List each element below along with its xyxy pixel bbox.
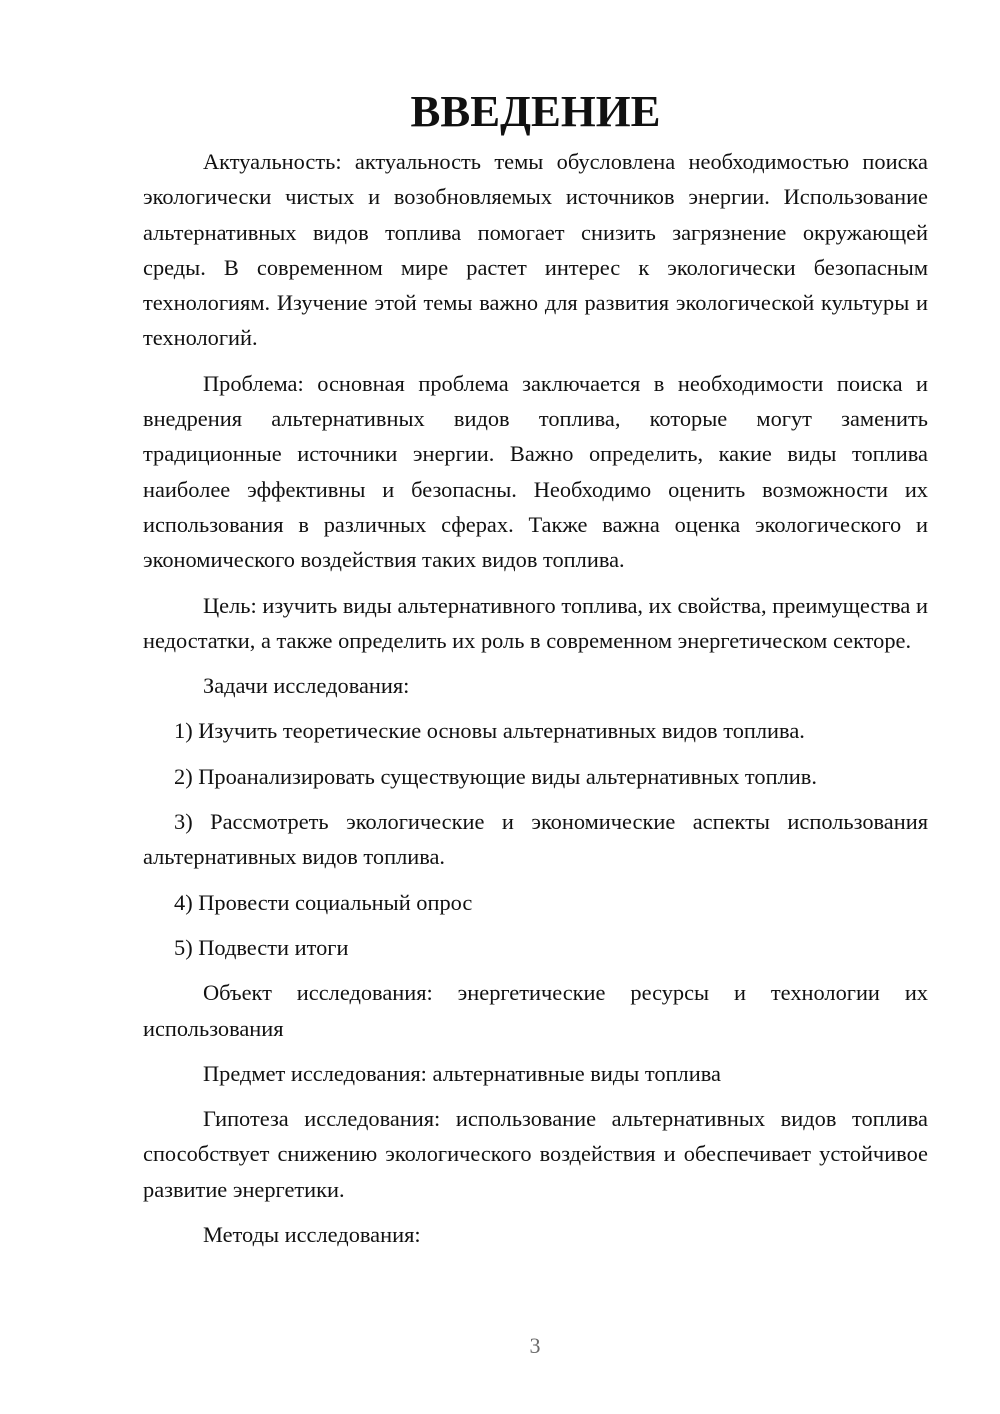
- list-item: 1) Изучить теоретические основы альтернативных видов топлива.: [174, 718, 805, 744]
- paragraph-subject: Предмет исследования: альтернативные виды топлива: [203, 1060, 721, 1086]
- list-item: 3) Рассмотреть экологические и экономические аспекты использования альтернативных видов топлива.: [143, 809, 928, 870]
- paragraph-tasks-heading: Задачи исследования:: [203, 673, 410, 699]
- list-item: 5) Подвести итоги: [174, 934, 349, 960]
- paragraph-problem: Проблема: основная проблема заключается в необходимости поиска и внедрения альтернативных видов топлива, которые могут заменить традиционные источники энергии. Важно определить, какие виды топлива наиболее эффективны и безопасны. Необходимо оценить возможности их использования в различных сферах. Также важна оценка экологического и экономического воздействия таких видов топлива.: [143, 370, 928, 573]
- page-number: 3: [529, 1333, 541, 1358]
- list-item: 2) Проанализировать существующие виды альтернативных топлив.: [174, 763, 817, 789]
- paragraph-relevance: Актуальность: актуальность темы обусловлена необходимостью поиска экологически чистых и возобновляемых источников энергии. Использование альтернативных видов топлива помогает снизить загрязнение окружающей среды. В современном мире растет интерес к экологически безопасным технологиям. Изучение этой темы важно для развития экологической культуры и технологий.: [143, 149, 928, 351]
- document-page: [143, 86, 928, 1262]
- paragraph-methods: Методы исследования:: [203, 1222, 421, 1248]
- paragraph-hypothesis: Гипотеза исследования: использование альтернативных видов топлива способствует снижению экологического воздействия и обеспечивает устойчивое развитие энергетики.: [143, 1106, 928, 1202]
- page-title: ВВЕДЕНИЕ: [410, 86, 661, 136]
- list-item: 4) Провести социальный опрос: [174, 889, 473, 915]
- paragraph-object: Объект исследования: энергетические ресурсы и технологии их использования: [143, 980, 928, 1041]
- paragraph-goal: Цель: изучить виды альтернативного топлива, их свойства, преимущества и недостатки, а также определить их роль в современном энергетическом секторе.: [143, 592, 928, 653]
